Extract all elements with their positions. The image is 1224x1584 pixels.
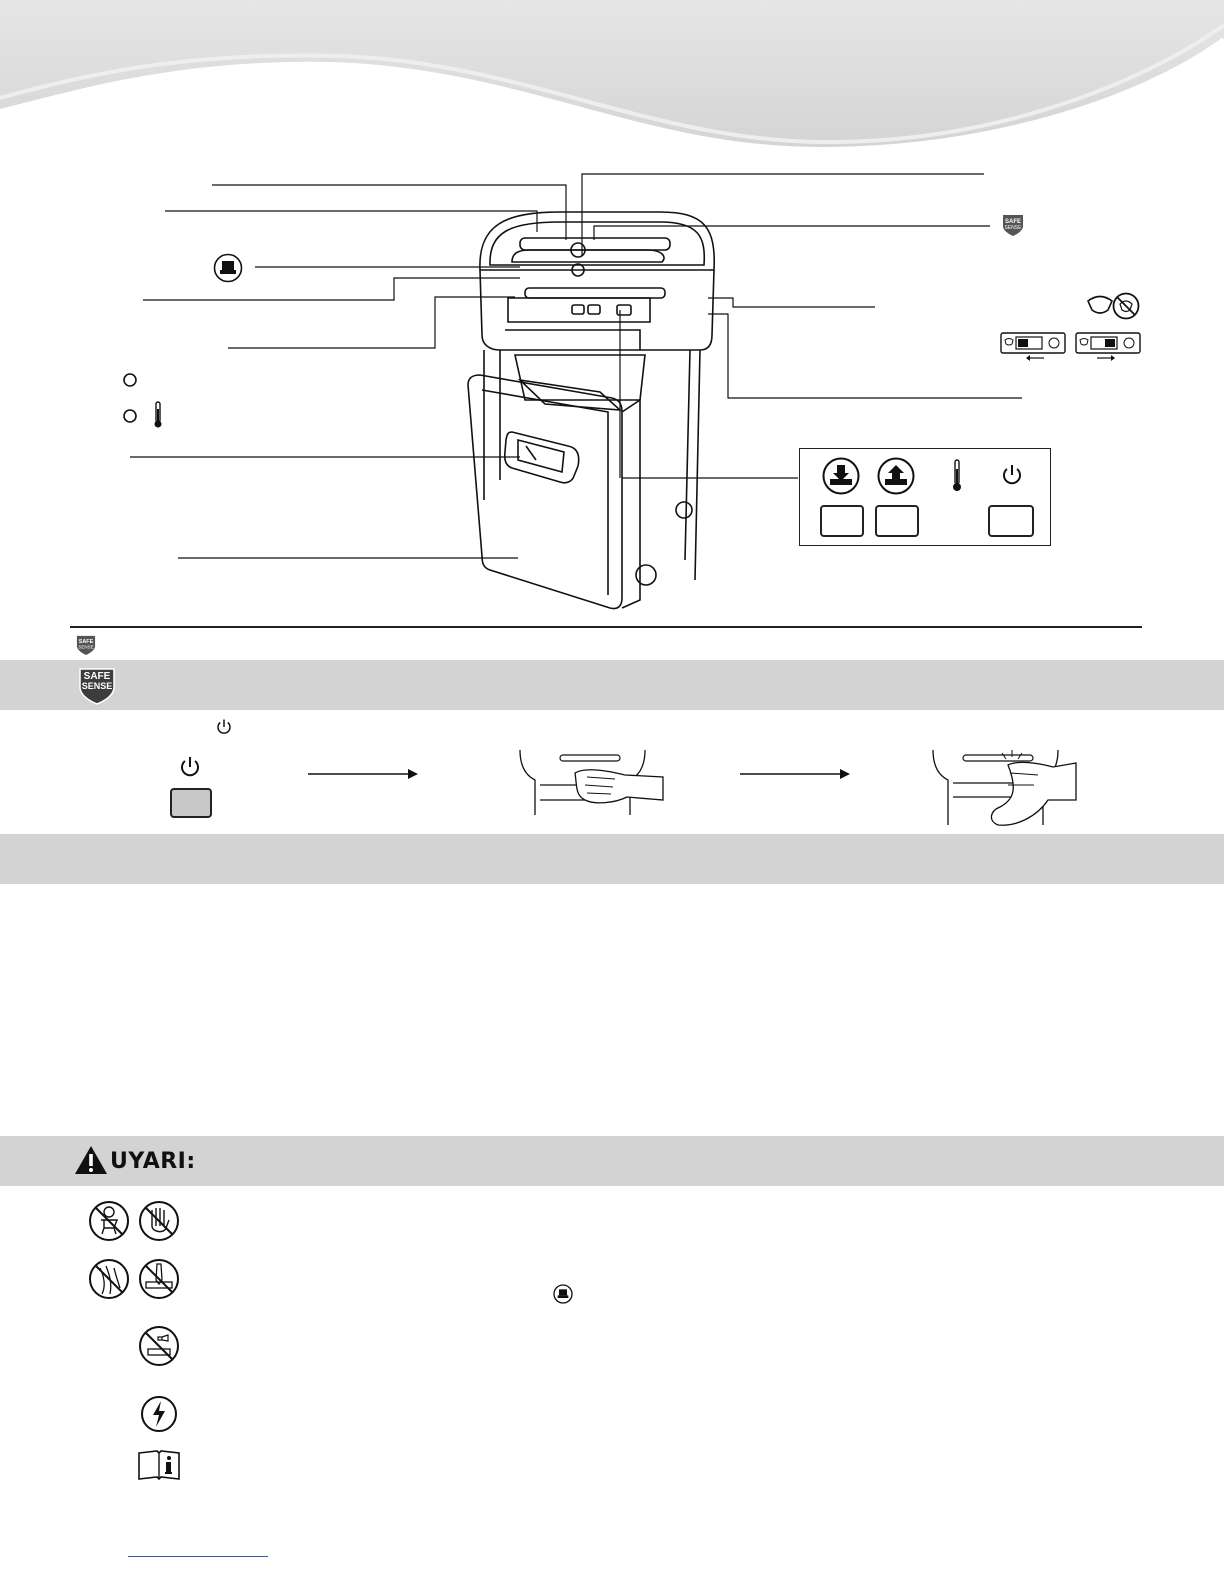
safesense-band <box>0 660 1224 710</box>
arrow-right-1 <box>308 768 420 780</box>
safe-sense-badge <box>76 634 96 656</box>
safe-sense-badge <box>78 666 116 706</box>
no-hair-icon <box>88 1258 130 1300</box>
power-icon <box>1000 463 1024 487</box>
reverse-button[interactable] <box>820 505 864 537</box>
wave-header <box>0 0 1224 160</box>
switch-right-panel <box>1075 332 1141 362</box>
power-icon <box>178 755 202 779</box>
warning-triangle-icon <box>74 1145 108 1175</box>
safe-sense-badge <box>1002 213 1024 237</box>
no-ties-icon <box>138 1258 180 1300</box>
warning-band <box>0 1136 1224 1186</box>
thermometer-icon <box>950 459 964 493</box>
divider <box>70 626 1142 628</box>
thermometer-icon <box>152 401 164 429</box>
no-children-icon <box>88 1200 130 1242</box>
reverse-icon <box>820 457 862 495</box>
arrow-right-2 <box>740 768 852 780</box>
bin-full-icon <box>213 253 243 283</box>
svg-text:SAFE: SAFE <box>1004 219 1022 225</box>
power-button-illustration <box>170 788 212 818</box>
svg-text:SAFE: SAFE <box>83 671 111 682</box>
warning-title: UYARI: <box>110 1149 196 1174</box>
forward-button[interactable] <box>875 505 919 537</box>
no-hands-icon <box>138 1200 180 1242</box>
section-band-2 <box>0 834 1224 884</box>
svg-text:SENSE: SENSE <box>81 681 113 691</box>
electric-hazard-icon <box>140 1395 178 1433</box>
no-aerosol-icon <box>138 1325 180 1367</box>
hand-lifting-illustration <box>928 745 1078 830</box>
svg-text:SENSE: SENSE <box>78 644 94 650</box>
no-children-icon <box>1112 292 1140 320</box>
power-button[interactable] <box>988 505 1034 537</box>
control-panel-box <box>799 448 1051 546</box>
svg-text:SENSE: SENSE <box>1004 225 1022 231</box>
bin-full-icon <box>553 1284 573 1304</box>
hand-on-panel-illustration <box>515 745 665 820</box>
shredder-diagram <box>0 160 1224 620</box>
switch-left-panel <box>1000 332 1066 362</box>
svg-text:SAFE: SAFE <box>78 639 94 646</box>
power-icon <box>215 718 233 736</box>
read-manual-icon <box>137 1449 181 1481</box>
forward-icon <box>875 457 917 495</box>
footer-link-underline[interactable] <box>128 1556 268 1557</box>
